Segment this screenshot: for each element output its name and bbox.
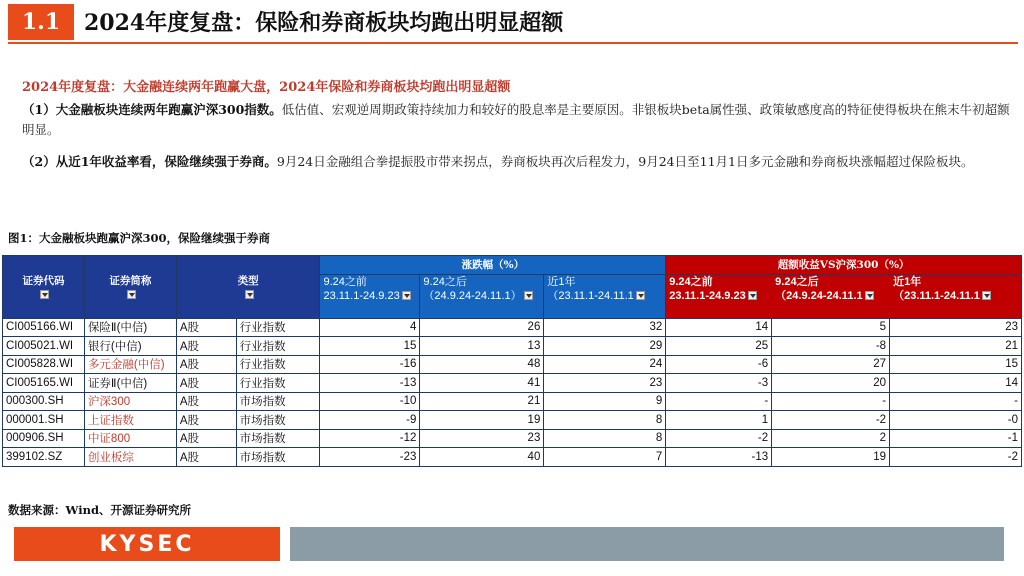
summary-heading: 2024年度复盘：大金融连续两年跑赢大盘，2024年保险和券商板块均跑出明显超额 <box>22 80 511 95</box>
cell-value[interactable]: 19 <box>420 411 544 430</box>
data-source: 数据来源：Wind、开源证券研究所 <box>8 503 191 517</box>
title-divider <box>8 42 1018 44</box>
cell-value[interactable]: -8 <box>772 337 890 356</box>
cell-type[interactable]: A股 <box>176 411 236 430</box>
cell-value[interactable]: -13 <box>320 374 420 393</box>
cell-value[interactable]: -2 <box>890 448 1022 467</box>
paragraph-2-lead: （2）从近1年收益率看，保险继续强于券商。 <box>22 154 277 169</box>
cell-name[interactable]: 多元金融(中信) <box>84 355 176 374</box>
cell-value[interactable]: 2 <box>772 429 890 448</box>
cell-value[interactable]: 5 <box>772 318 890 337</box>
cell-code[interactable]: CI005165.WI <box>3 374 85 393</box>
subheader-line1: 9.24之后 <box>775 275 819 288</box>
cell-value[interactable]: 15 <box>320 337 420 356</box>
cell-value[interactable]: 1 <box>666 411 772 430</box>
cell-value[interactable]: 32 <box>544 318 666 337</box>
returns-table <box>2 255 1022 467</box>
table-row[interactable] <box>3 411 1022 430</box>
cell-value[interactable]: -2 <box>666 429 772 448</box>
cell-value[interactable]: - <box>772 392 890 411</box>
cell-type[interactable]: A股 <box>176 429 236 448</box>
cell-value[interactable]: 15 <box>890 355 1022 374</box>
header-name-label: 证券简称 <box>109 275 152 288</box>
cell-value[interactable]: -3 <box>666 374 772 393</box>
subheader-line2: 23.11.1-24.9.23 <box>669 289 746 302</box>
cell-value[interactable]: -9 <box>320 411 420 430</box>
subheader-ret-after[interactable] <box>420 274 544 318</box>
subheader-exc-1y[interactable] <box>890 274 1022 318</box>
footer-bar <box>290 527 1004 561</box>
table-row[interactable] <box>3 392 1022 411</box>
filter-dropdown-icon[interactable] <box>245 290 254 299</box>
cell-value[interactable]: -10 <box>320 392 420 411</box>
cell-kind[interactable]: 行业指数 <box>236 337 320 356</box>
cell-name[interactable]: 银行(中信) <box>84 337 176 356</box>
table-row[interactable] <box>3 337 1022 356</box>
cell-type[interactable]: A股 <box>176 337 236 356</box>
cell-kind[interactable]: 行业指数 <box>236 318 320 337</box>
cell-value[interactable]: - <box>666 392 772 411</box>
cell-value[interactable]: -12 <box>320 429 420 448</box>
cell-code[interactable]: 000001.SH <box>3 411 85 430</box>
cell-value[interactable]: 40 <box>420 448 544 467</box>
cell-value[interactable]: 23 <box>544 374 666 393</box>
cell-name[interactable]: 上证指数 <box>84 411 176 430</box>
subheader-line2: 23.11.1-24.9.23 <box>323 289 400 302</box>
cell-value[interactable]: -2 <box>772 411 890 430</box>
filter-dropdown-icon[interactable] <box>636 291 645 300</box>
header-type-label: 类型 <box>237 275 259 288</box>
subheader-line1: 9.24之后 <box>423 275 467 288</box>
paragraph-1-body: 低估值、宏观逆周期政策持续加力和较好的股息率是主要原因。非银板块beta属性强、政策敏感度高的特征使得板块在熊末牛初超额明显。 <box>22 102 1010 137</box>
cell-value[interactable]: 14 <box>666 318 772 337</box>
filter-dropdown-icon[interactable] <box>982 291 991 300</box>
subheader-exc-before[interactable] <box>666 274 772 318</box>
subheader-line1: 9.24之前 <box>323 275 367 288</box>
subheader-ret-1y[interactable] <box>544 274 666 318</box>
cell-value[interactable]: -16 <box>320 355 420 374</box>
cell-kind[interactable]: 市场指数 <box>236 411 320 430</box>
cell-kind[interactable]: 市场指数 <box>236 392 320 411</box>
cell-name[interactable]: 沪深300 <box>84 392 176 411</box>
cell-type[interactable]: A股 <box>176 374 236 393</box>
paragraph-1 <box>22 100 1012 140</box>
cell-value[interactable]: -0 <box>890 411 1022 430</box>
subheader-line1: 近1年 <box>547 275 576 288</box>
table-row[interactable] <box>3 448 1022 467</box>
subheader-line2: （24.9.24-24.11.1 <box>775 289 863 302</box>
cell-value[interactable]: 23 <box>890 318 1022 337</box>
cell-value[interactable]: 9 <box>544 392 666 411</box>
cell-value[interactable]: 27 <box>772 355 890 374</box>
cell-type[interactable]: A股 <box>176 355 236 374</box>
table-row[interactable] <box>3 355 1022 374</box>
section-number: 1.1 <box>8 4 74 40</box>
header-code[interactable] <box>3 256 85 319</box>
cell-kind[interactable]: 行业指数 <box>236 355 320 374</box>
cell-value[interactable]: 13 <box>420 337 544 356</box>
filter-dropdown-icon[interactable] <box>40 290 49 299</box>
filter-dropdown-icon[interactable] <box>524 291 533 300</box>
cell-value[interactable]: 19 <box>772 448 890 467</box>
cell-value[interactable]: -13 <box>666 448 772 467</box>
cell-value[interactable]: 24 <box>544 355 666 374</box>
paragraph-1-lead: （1）大金融板块连续两年跑赢沪深300指数。 <box>22 102 282 117</box>
table-row[interactable] <box>3 318 1022 337</box>
cell-kind[interactable]: 行业指数 <box>236 374 320 393</box>
cell-value[interactable]: 4 <box>320 318 420 337</box>
cell-value[interactable]: 7 <box>544 448 666 467</box>
cell-code[interactable]: CI005166.WI <box>3 318 85 337</box>
cell-code[interactable]: 000300.SH <box>3 392 85 411</box>
cell-value[interactable]: - <box>890 392 1022 411</box>
cell-value[interactable]: 25 <box>666 337 772 356</box>
paragraph-2-body: 9月24日金融组合拳提振股市带来拐点，券商板块再次后程发力，9月24日至11月1日多元金融和券商板块涨幅超过保险板块。 <box>276 154 974 169</box>
cell-code[interactable]: 000906.SH <box>3 429 85 448</box>
group-header-excess: 超额收益VS沪深300（%） <box>666 256 1022 275</box>
subheader-line2: （23.11.1-24.11.1 <box>547 289 634 302</box>
cell-name[interactable]: 保险Ⅱ(中信) <box>84 318 176 337</box>
cell-value[interactable]: 8 <box>544 411 666 430</box>
cell-value[interactable]: 23 <box>420 429 544 448</box>
header-name[interactable] <box>84 256 176 319</box>
brand-logo: KYSEC <box>14 527 280 561</box>
subheader-ret-before[interactable] <box>320 274 420 318</box>
cell-value[interactable]: 21 <box>890 337 1022 356</box>
cell-kind[interactable]: 市场指数 <box>236 429 320 448</box>
filter-dropdown-icon[interactable] <box>402 291 411 300</box>
header-type[interactable] <box>176 256 320 319</box>
cell-value[interactable]: -1 <box>890 429 1022 448</box>
cell-code[interactable]: CI005021.WI <box>3 337 85 356</box>
subheader-line2: （24.9.24-24.11.1） <box>423 289 522 302</box>
table-body <box>3 318 1022 466</box>
filter-dropdown-icon[interactable] <box>865 291 874 300</box>
cell-type[interactable]: A股 <box>176 318 236 337</box>
cell-value[interactable]: 48 <box>420 355 544 374</box>
cell-value[interactable]: 14 <box>890 374 1022 393</box>
cell-value[interactable]: -23 <box>320 448 420 467</box>
filter-dropdown-icon[interactable] <box>748 291 757 300</box>
filter-dropdown-icon[interactable] <box>127 290 136 299</box>
page-title: 2024年度复盘：保险和券商板块均跑出明显超额 <box>84 10 564 36</box>
cell-value[interactable]: 21 <box>420 392 544 411</box>
header-code-label: 证券代码 <box>22 275 65 288</box>
figure-caption: 图1：大金融板块跑赢沪深300，保险继续强于券商 <box>8 231 271 245</box>
cell-name[interactable]: 中证800 <box>84 429 176 448</box>
cell-type[interactable]: A股 <box>176 392 236 411</box>
cell-type[interactable]: A股 <box>176 448 236 467</box>
cell-value[interactable]: -6 <box>666 355 772 374</box>
subheader-line2: （23.11.1-24.11.1 <box>893 289 980 302</box>
group-header-returns: 涨跌幅（%） <box>320 256 666 275</box>
subheader-line1: 9.24之前 <box>669 275 713 288</box>
paragraph-2 <box>22 152 1012 172</box>
subheader-exc-after[interactable] <box>772 274 890 318</box>
cell-code[interactable]: 399102.SZ <box>3 448 85 467</box>
cell-value[interactable]: 29 <box>544 337 666 356</box>
cell-value[interactable]: 41 <box>420 374 544 393</box>
cell-name[interactable]: 证券Ⅱ(中信) <box>84 374 176 393</box>
cell-name[interactable]: 创业板综 <box>84 448 176 467</box>
cell-code[interactable]: CI005828.WI <box>3 355 85 374</box>
table-row[interactable] <box>3 429 1022 448</box>
subheader-line1: 近1年 <box>893 275 922 288</box>
cell-value[interactable]: 8 <box>544 429 666 448</box>
cell-kind[interactable]: 市场指数 <box>236 448 320 467</box>
cell-value[interactable]: 20 <box>772 374 890 393</box>
cell-value[interactable]: 26 <box>420 318 544 337</box>
table-row[interactable] <box>3 374 1022 393</box>
